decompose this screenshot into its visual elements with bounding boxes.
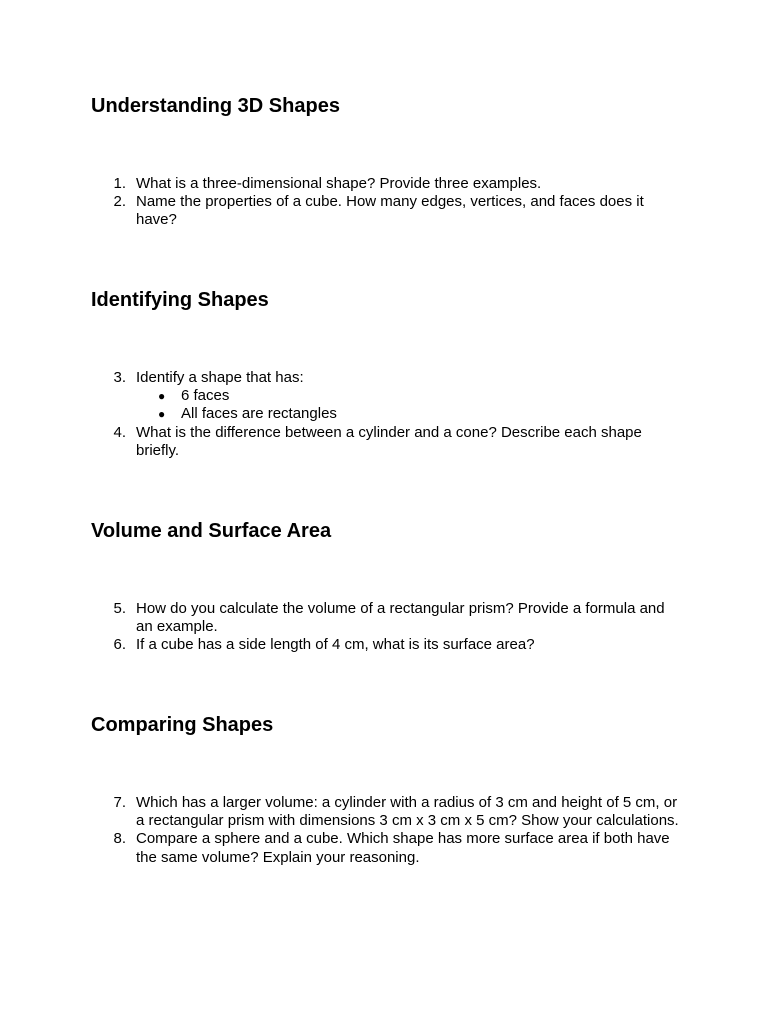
bullet-item — [136, 405, 681, 423]
question-number: 1. — [113, 175, 126, 192]
section-heading: Understanding 3D Shapes — [91, 95, 340, 117]
question-item — [91, 175, 681, 193]
question-text: Compare a sphere and a cube. Which shape has more surface area if both have the same volume? Explain your reasoning. — [136, 830, 670, 866]
question-text: What is the difference between a cylinder and a cone? Describe each shape briefly. — [136, 423, 642, 459]
question-number: 2. — [113, 193, 126, 211]
bullet-list — [136, 387, 681, 423]
section-heading: Comparing Shapes — [91, 714, 274, 736]
section-understanding-3d-shapes — [91, 94, 681, 229]
bullet-item — [136, 387, 681, 405]
question-text: Which has a larger volume: a cylinder with a radius of 3 cm and height of 5 cm, or a rectangular prism with dimensions 3 cm x 3 cm x 5 cm? Show your calculations. — [136, 794, 679, 830]
question-item — [91, 193, 681, 229]
question-item — [91, 600, 681, 636]
section-heading: Volume and Surface Area — [91, 520, 332, 542]
section-identifying-shapes — [91, 288, 681, 459]
bullet-text: All faces are rectangles — [181, 405, 337, 423]
question-number: 6. — [113, 636, 126, 654]
question-number: 5. — [113, 600, 126, 617]
question-text: What is a three-dimensional shape? Provide three examples. — [136, 175, 542, 192]
question-number: 3. — [113, 369, 126, 386]
question-text: Identify a shape that has: — [136, 369, 304, 386]
question-list — [91, 369, 681, 460]
question-text: How do you calculate the volume of a rectangular prism? Provide a formula and an example. — [136, 600, 665, 636]
question-item — [91, 636, 681, 654]
bullet-icon: ● — [158, 407, 166, 422]
question-number: 7. — [113, 794, 126, 811]
question-number: 8. — [113, 830, 126, 848]
question-item — [91, 830, 681, 866]
question-item — [91, 794, 681, 830]
question-text: If a cube has a side length of 4 cm, what is its surface area? — [136, 636, 535, 654]
section-heading: Identifying Shapes — [91, 289, 269, 311]
section-volume-and-surface-area — [91, 519, 681, 654]
question-text: Name the properties of a cube. How many edges, vertices, and faces does it have? — [136, 193, 644, 229]
question-item — [91, 424, 681, 460]
bullet-icon: ● — [158, 389, 166, 404]
question-number: 4. — [113, 423, 126, 441]
section-comparing-shapes — [91, 713, 681, 866]
question-item — [91, 369, 681, 424]
bullet-text: 6 faces — [181, 387, 230, 405]
question-list — [91, 175, 681, 230]
question-list — [91, 794, 681, 867]
question-list — [91, 600, 681, 655]
